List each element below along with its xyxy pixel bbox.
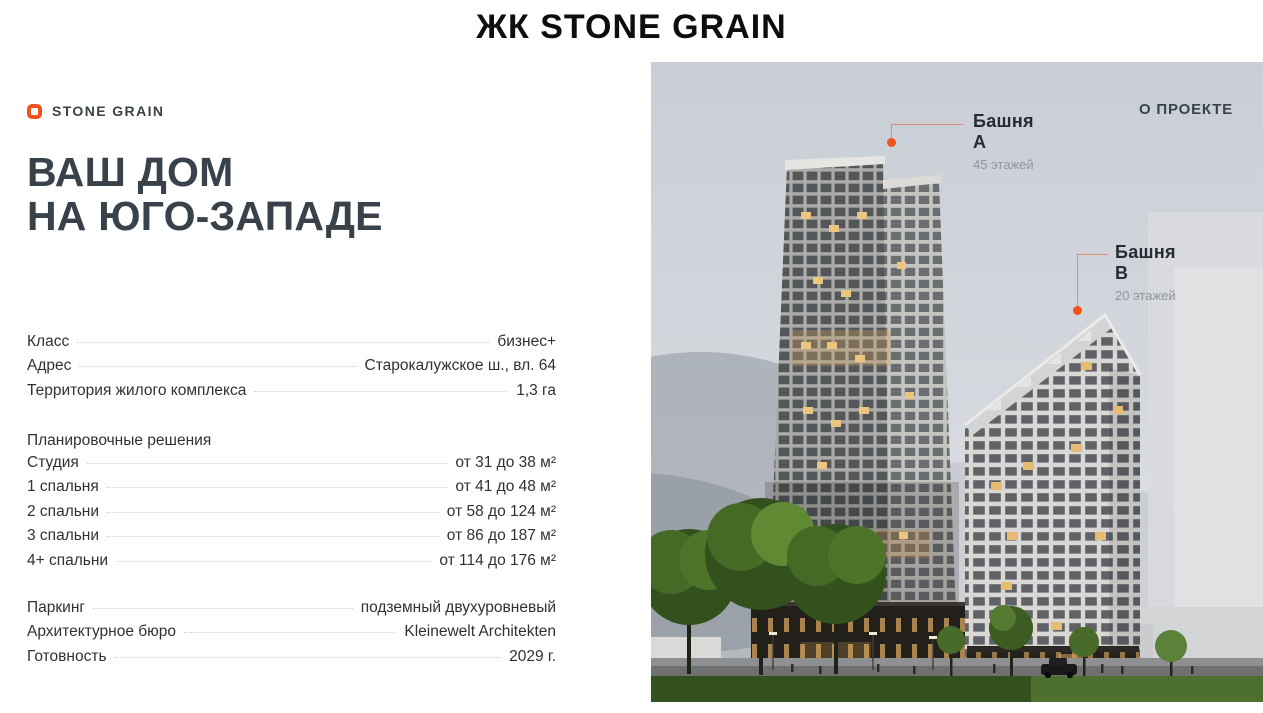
spec-label: 4+ спальни	[27, 551, 109, 569]
callout-dot	[887, 138, 896, 147]
spec-label: Студия	[27, 454, 79, 471]
spec-group-general	[27, 333, 556, 406]
spec-label: Территория жилого комплекса	[27, 381, 247, 399]
dotted-leader	[79, 366, 356, 367]
hero-heading-line2: НА ЮГО-ЗАПАДЕ	[27, 193, 383, 239]
spec-row	[27, 478, 556, 502]
dotted-leader	[107, 536, 439, 537]
hero-heading-line1: ВАШ ДОМ	[27, 149, 234, 195]
spec-value: Kleinewelt Architekten	[404, 623, 556, 641]
spec-value: бизнес+	[497, 333, 556, 350]
dotted-leader	[116, 561, 431, 562]
spec-row	[27, 503, 556, 527]
spec-label: 3 спальни	[27, 527, 100, 545]
spec-label: Паркинг	[27, 599, 86, 616]
spec-row	[27, 552, 556, 576]
spec-group-details	[27, 599, 556, 672]
spec-row	[27, 454, 556, 478]
dotted-leader	[77, 342, 489, 343]
spec-row	[27, 382, 556, 406]
spec-value: 1,3 га	[516, 381, 556, 399]
spec-row	[27, 648, 556, 672]
spec-label: Архитектурное бюро	[27, 623, 177, 641]
dotted-leader	[93, 608, 353, 609]
spec-group-layouts	[27, 454, 556, 576]
dotted-leader	[107, 487, 448, 488]
stone-grain-logo-icon	[27, 104, 42, 119]
spec-row	[27, 333, 556, 357]
dotted-leader	[87, 463, 448, 464]
callout-line-vertical	[1077, 254, 1078, 307]
spec-label: Класс	[27, 333, 70, 350]
spec-row	[27, 357, 556, 381]
callout-line-horizontal	[891, 124, 963, 125]
spec-row	[27, 599, 556, 623]
tower-b-floors: 20 этажей	[1115, 288, 1176, 303]
building-render-panel	[651, 62, 1263, 702]
dotted-leader	[254, 391, 508, 392]
spec-label: 1 спальня	[27, 478, 99, 496]
spec-value: подземный двухуровневый	[360, 599, 556, 616]
tower-b-name: Башня В	[1115, 242, 1176, 283]
brand-name: STONE GRAIN	[52, 103, 165, 119]
spec-row	[27, 527, 556, 551]
hero-heading	[27, 150, 383, 238]
dotted-leader	[107, 512, 439, 513]
spec-label: Адрес	[27, 357, 72, 375]
layouts-header: Планировочные решения	[27, 432, 212, 450]
dotted-leader	[115, 657, 502, 658]
layouts-header-row	[27, 429, 556, 453]
spec-value: от 114 до 176 м²	[439, 551, 556, 569]
spec-value: от 41 до 48 м²	[455, 478, 556, 496]
brand	[27, 103, 164, 119]
spec-value: Старокалужское ш., вл. 64	[364, 357, 556, 375]
page-title: ЖК STONE GRAIN	[476, 8, 787, 46]
spec-row	[27, 623, 556, 647]
spec-value: от 31 до 38 м²	[455, 454, 556, 471]
tower-a-floors: 45 этажей	[973, 157, 1034, 172]
about-project-link[interactable]: О ПРОЕКТЕ	[1139, 101, 1233, 118]
spec-value: от 58 до 124 м²	[446, 502, 556, 520]
spec-label: Готовность	[27, 647, 107, 665]
callout-line-horizontal	[1077, 254, 1108, 255]
building-render	[651, 62, 1263, 702]
spec-value: от 86 до 187 м²	[446, 527, 556, 545]
callout-dot	[1073, 306, 1082, 315]
spec-label: 2 спальни	[27, 502, 100, 520]
dotted-leader	[184, 632, 396, 633]
tower-a-name: Башня А	[973, 111, 1034, 152]
spec-value: 2029 г.	[509, 647, 556, 665]
